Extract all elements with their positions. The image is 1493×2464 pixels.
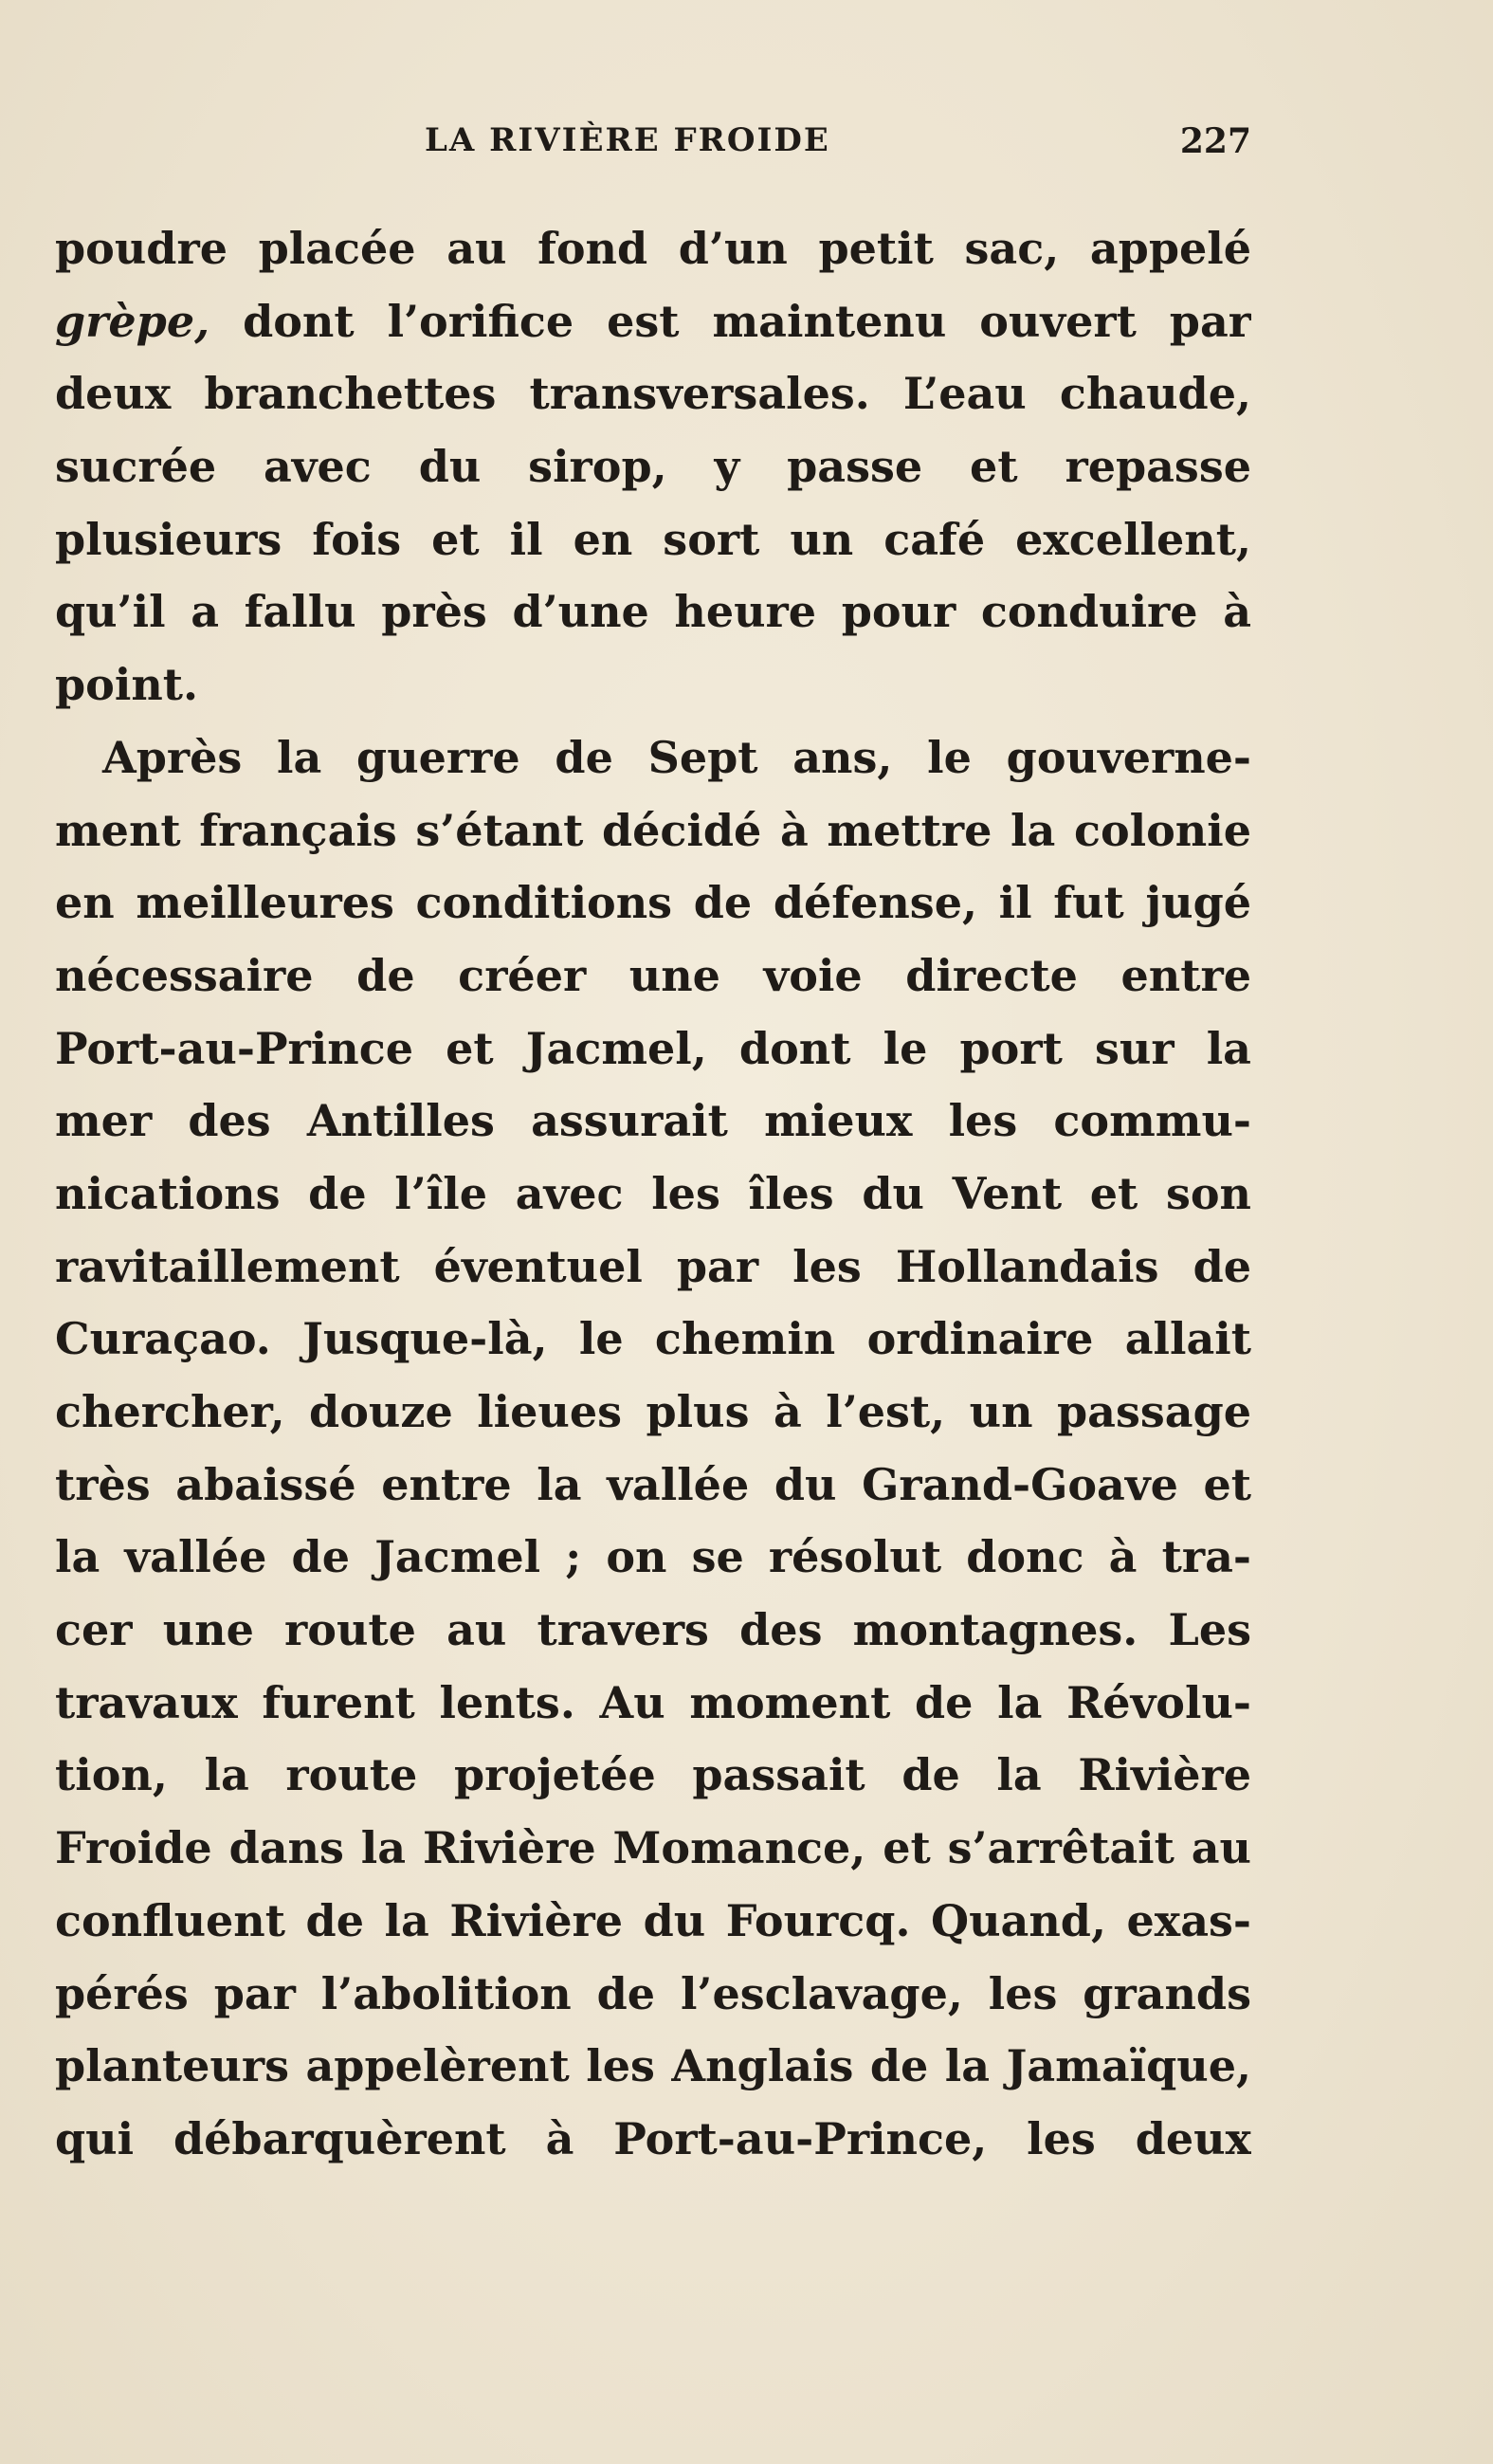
text-line: pérés par l’abolition de l’esclavage, les grands [55,1967,1251,2019]
body-text [55,212,1251,2176]
text-line: la vallée de Jacmel ; on se résolut donc à tra- [55,1531,1251,1583]
text-line: planteurs appelèrent les Anglais de la Jamaïque, [55,2040,1251,2092]
text-line: Port-au-Prince et Jacmel, dont le port sur la [55,1022,1251,1074]
text-line: très abaissé entre la vallée du Grand-Goave et [55,1458,1251,1510]
running-title: LA RIVIÈRE FROIDE [425,121,830,159]
text-line: Curaçao. Jusque-là, le chemin ordinaire allait [55,1313,1251,1365]
text-line: poudre placée au fond d’un petit sac, appelé [55,223,1251,274]
text-line: chercher, douze lieues plus à l’est, un passage [55,1386,1251,1437]
text-line [55,285,1251,358]
text-line: confluent de la Rivière du Fourcq. Quand, exas- [55,1894,1251,1946]
page-number: 227 [1179,121,1251,161]
text-line: tion, la route projetée passait de la Rivière [55,1749,1251,1801]
text-line: Après la guerre de Sept ans, le gouverne- [102,731,1251,783]
italic-term: grèpe, [55,295,210,347]
text-line: en meilleures conditions de défense, il fut jugé [55,877,1251,929]
text-line: Froide dans la Rivière Momance, et s’arrêtait au [55,1822,1251,1874]
text-line-rest: dont l’orifice est maintenu ouvert par [209,295,1251,347]
text-line: sucrée avec du sirop, y passe et repasse [55,441,1251,493]
text-line: ravitaillement éventuel par les Hollandais de [55,1240,1251,1292]
text-line: travaux furent lents. Au moment de la Révolu- [55,1676,1251,1728]
text-line: ment français s’étant décidé à mettre la colonie [55,804,1251,856]
text-line: nications de l’île avec les îles du Vent et son [55,1167,1251,1219]
text-line: qui débarquèrent à Port-au-Prince, les deux [55,2112,1251,2164]
text-line: plusieurs fois et il en sort un café excellent, [55,513,1251,565]
text-line: qu’il a fallu près d’une heure pour conduire à [55,586,1251,638]
text-line: mer des Antilles assurait mieux les commu- [55,1095,1251,1147]
text-line: point. [55,659,199,711]
text-line: cer une route au travers des montagnes. Les [55,1604,1251,1656]
page-header [55,121,1251,169]
text-line: deux branchettes transversales. L’eau chaude, [55,368,1251,420]
text-line: nécessaire de créer une voie directe entre [55,949,1251,1001]
